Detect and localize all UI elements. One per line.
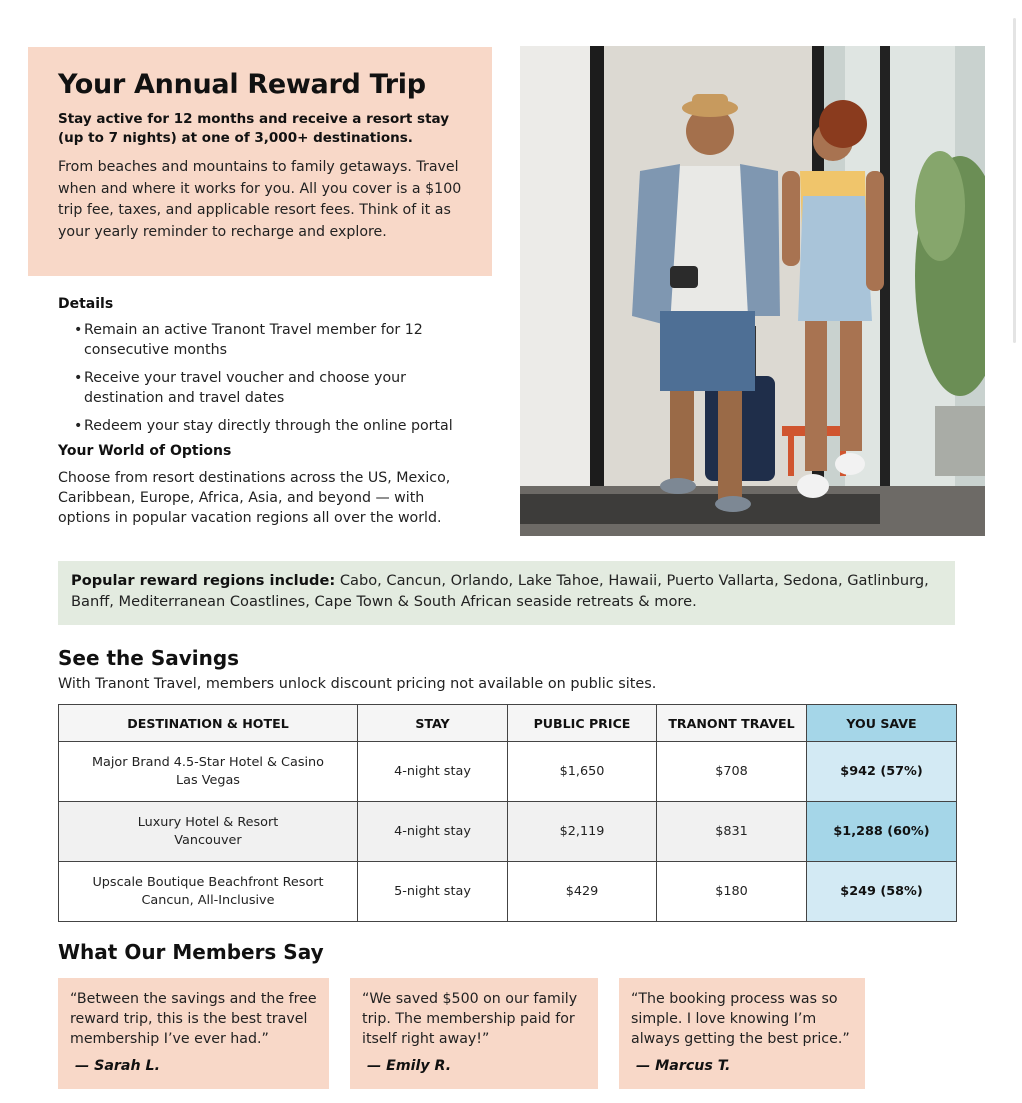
cell-tranont-price: $831 (657, 802, 807, 862)
testimonial-text: “Between the savings and the free reward trip, this is the best travel membership I’ve ever had.” (70, 991, 317, 1047)
details-heading: Details (58, 296, 114, 312)
cell-stay: 4-night stay (358, 742, 508, 802)
cell-you-save: $942 (57%) (807, 742, 957, 802)
testimonial-author: — Emily R. (367, 1058, 452, 1074)
testimonial-card (58, 978, 329, 1089)
regions-label: Popular reward regions include: (71, 572, 336, 589)
bullet-icon: • (74, 418, 83, 434)
col-stay: STAY (358, 705, 508, 742)
savings-title: See the Savings (58, 646, 240, 670)
hotel-name: Upscale Boutique Beachfront Resort (92, 874, 324, 890)
hero-lead: Stay active for 12 months and receive a resort stay (up to 7 nights) at one of 3,000+ destinations. (58, 111, 450, 146)
testimonial-card (619, 978, 865, 1089)
cell-you-save: $1,288 (60%) (807, 802, 957, 862)
col-destination: DESTINATION & HOTEL (59, 705, 358, 742)
table-row (59, 862, 957, 922)
bullet-icon: • (74, 370, 83, 386)
cell-tranont-price: $708 (657, 742, 807, 802)
testimonial-text: “We saved $500 on our family trip. The membership paid for itself right away!” (362, 991, 578, 1047)
details-item (58, 368, 478, 408)
cell-destination (59, 742, 358, 802)
regions-text: Cabo, Cancun, Orlando, Lake Tahoe, Hawaii, Puerto Vallarta, Sedona, Gatlinburg, Banff, Mediterranean Coastlines, Cape Town & South African seaside retreats & more. (71, 572, 929, 610)
cell-public-price: $1,650 (508, 742, 657, 802)
cell-tranont-price: $180 (657, 862, 807, 922)
testimonial-author: — Marcus T. (636, 1058, 731, 1074)
col-you-save: YOU SAVE (807, 705, 957, 742)
details-item-text: Redeem your stay directly through the online portal (84, 418, 453, 434)
cell-stay: 4-night stay (358, 802, 508, 862)
details-item (58, 320, 478, 360)
cell-destination (59, 862, 358, 922)
cell-public-price: $429 (508, 862, 657, 922)
regions-callout (58, 561, 955, 625)
testimonial-author: — Sarah L. (75, 1058, 160, 1074)
hero-title: Your Annual Reward Trip (58, 69, 426, 100)
hotel-city: Las Vegas (176, 772, 240, 788)
hotel-name: Major Brand 4.5-Star Hotel & Casino (91, 754, 324, 770)
world-heading: Your World of Options (58, 443, 232, 459)
travel-couple-photo (520, 46, 985, 536)
table-header-row (59, 705, 957, 742)
details-section (58, 296, 478, 528)
members-title: What Our Members Say (58, 940, 324, 964)
cell-destination (59, 802, 358, 862)
bullet-icon: • (74, 322, 83, 338)
savings-table (58, 704, 957, 922)
hero-box (28, 47, 492, 276)
hotel-city: Vancouver (174, 832, 242, 848)
details-item-text: Remain an active Tranont Travel member for 12 consecutive months (84, 322, 423, 358)
world-body: Choose from resort destinations across the US, Mexico, Caribbean, Europe, Africa, Asia, and beyond — with options in popular vacation regions all over the world. (58, 470, 451, 526)
hotel-name: Luxury Hotel & Resort (137, 814, 279, 830)
hotel-city: Cancun, All-Inclusive (141, 892, 275, 908)
cell-public-price: $2,119 (508, 802, 657, 862)
hero-body: From beaches and mountains to family getaways. Travel when and where it works for you. All you cover is a $100 trip fee, taxes, and applicable resort fees. Think of it as your yearly reminder to recharge and explore. (58, 159, 462, 240)
travel-couple-illustration (520, 46, 985, 536)
scrollbar[interactable] (1013, 18, 1016, 343)
details-item (58, 416, 478, 436)
details-item-text: Receive your travel voucher and choose your destination and travel dates (84, 370, 406, 406)
table-row (59, 802, 957, 862)
testimonial-card (350, 978, 598, 1089)
cell-stay: 5-night stay (358, 862, 508, 922)
col-tranont-travel: TRANONT TRAVEL (657, 705, 807, 742)
savings-subtitle: With Tranont Travel, members unlock discount pricing not available on public sites. (58, 676, 657, 692)
testimonial-text: “The booking process was so simple. I love knowing I’m always getting the best price.” (631, 991, 850, 1047)
table-row (59, 742, 957, 802)
details-list (58, 320, 478, 436)
col-public-price: PUBLIC PRICE (508, 705, 657, 742)
cell-you-save: $249 (58%) (807, 862, 957, 922)
